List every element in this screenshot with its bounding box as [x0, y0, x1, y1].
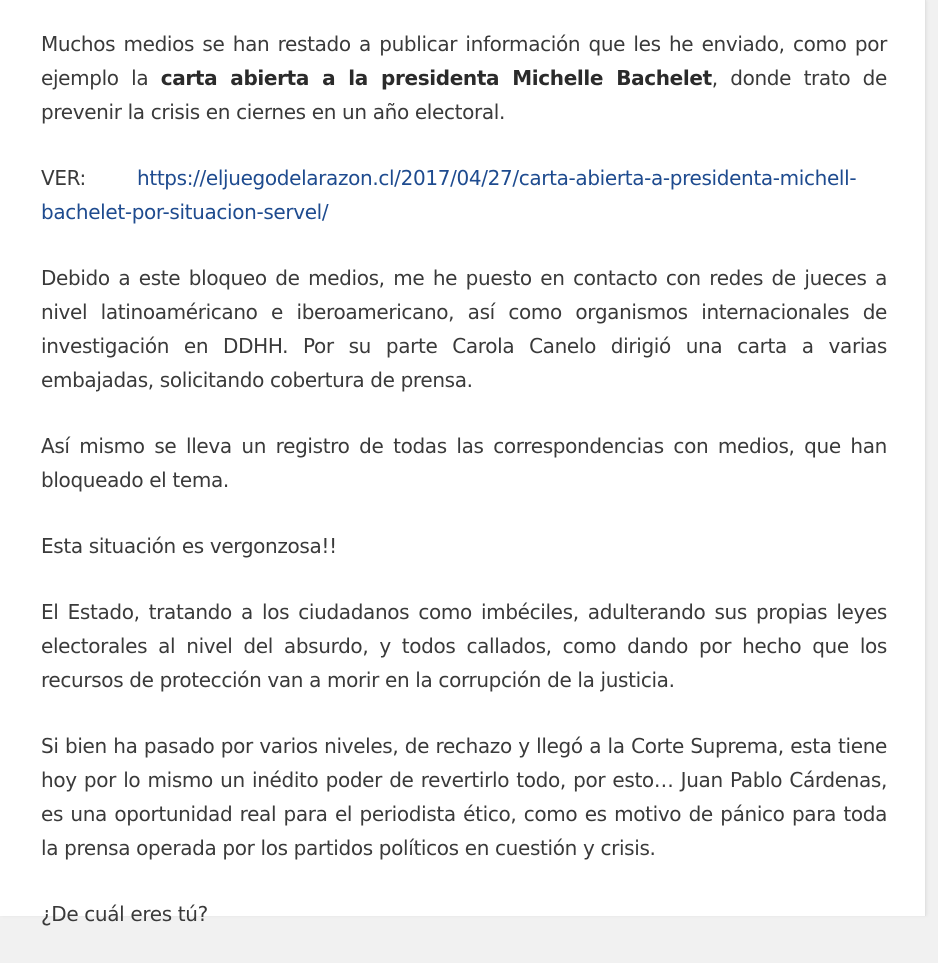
paragraph-question: ¿De cuál eres tú?	[41, 902, 208, 926]
paragraph-judges-network: Debido a este bloqueo de medios, me he puesto en contacto con redes de jueces a nivel latinoaméricano e iberoamericano, así como organismos internacionales de investigación en DDHH. Por su parte Carola Canelo dirigió una carta a varias embajadas, solicitando cobertura de prensa.	[41, 266, 887, 392]
open-letter-link[interactable]: https://eljuegodelarazon.cl/2017/04/27/carta-abierta-a-presidenta-michell-bachelet-por-situacion-servel/	[41, 166, 857, 224]
paragraph-supreme-court: Si bien ha pasado por varios niveles, de rechazo y llegó a la Corte Suprema, esta tiene hoy por lo mismo un inédito poder de revertirlo todo, por esto… Juan Pablo Cárdenas, es una oportunidad real para el periodista ético, como es motivo de pánico para toda la prensa operada por los partidos políticos en cuestión y crisis.	[41, 734, 887, 860]
paragraph-state: El Estado, tratando a los ciudadanos como imbéciles, adulterando sus propias leyes electorales al nivel del absurdo, y todos callados, como dando por hecho que los recursos de protección van a morir en la corrupción de la justicia.	[41, 600, 887, 692]
article-content	[41, 27, 887, 963]
open-letter-bold-text: carta abierta a la presidenta Michelle Bachelet	[160, 66, 712, 90]
paragraph-correspondence-record: Así mismo se lleva un registro de todas las correspondencias con medios, que han bloqueado el tema.	[41, 434, 887, 492]
paragraph-shameful: Esta situación es vergonzosa!!	[41, 534, 337, 558]
ver-label: VER:	[41, 166, 86, 190]
paragraph-text: Muchos medios se han restado a publicar información que les he enviado, como por ejemplo la	[41, 32, 887, 90]
paragraph-media-blocked	[41, 27, 887, 129]
paragraph-text: , donde trato de prevenir la crisis en ciernes en un año electoral.	[41, 66, 887, 124]
paragraph-ver-link	[41, 161, 887, 229]
